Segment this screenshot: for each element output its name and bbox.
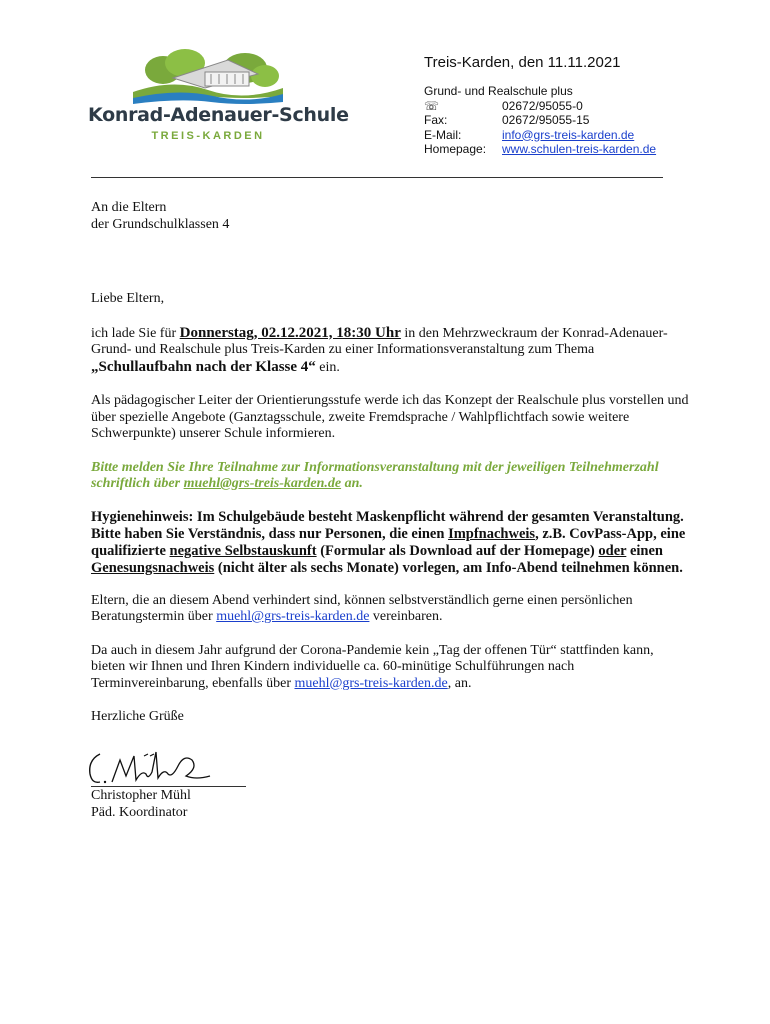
fax-number: 02672/95055-15 [502,113,590,127]
phone-row [424,99,656,114]
registration-email-link[interactable]: muehl@grs-treis-karden.de [183,476,342,491]
signature-line [91,786,246,787]
contact-block [424,84,656,157]
recipient-line-1: An die Eltern [91,200,167,215]
homepage-link[interactable]: www.schulen-treis-karden.de [502,142,657,156]
paragraph-tours: Da auch in diesem Jahr aufgrund der Corona-Pandemie kein „Tag der offenen Tür“ stattfinden kann, bieten wir Ihnen und Ihren Kindern individuelle ca. 60-minütige Schulführungen nach Terminvereinbarung, ebenfalls über muehl@grs-treis-karden.de, an. [91,642,654,691]
date-line: Treis-Karden, den 11.11.2021 [424,54,621,71]
signer-block [91,788,691,821]
fax-row [424,113,656,128]
paragraph-consultation: Eltern, die an diesem Abend verhindert sind, können selbstverständlich gerne einen persönlichen Beratungstermin über muehl@grs-treis-karden.de vereinbaren. [91,592,633,624]
event-topic: „Schullaufbahn nach der Klasse 4“ [91,358,316,375]
letter-body [91,200,691,726]
signer-name: Christopher Mühl [91,788,191,803]
school-building-logo-icon [133,48,283,104]
school-town: TREIS-KARDEN [151,130,265,142]
school-name: Konrad-Adenauer-Schule [88,104,349,126]
phone-icon: ☏ [424,98,440,113]
tours-email-link[interactable]: muehl@grs-treis-karden.de [294,675,448,691]
email-label: E-Mail: [424,127,462,142]
signer-role: Päd. Koordinator [91,804,188,820]
phone-number: 02672/95055-0 [502,98,583,113]
paragraph-registration: Bitte melden Sie Ihre Teilnahme zur Informationsveranstaltung mit der jeweiligen Teilnehmerzahl schriftlich über muehl@grs-treis-karden.de an. [91,459,659,491]
paragraph-concept: Als pädagogischer Leiter der Orientierungsstufe werde ich das Konzept der Realschule plus vorstellen und über spezielle Angebote (Ganztagsschule, zweite Fremdsprache / Wahlpflichtfach sowie weitere Schwerpunkte) unserer Schule informieren. [91,393,689,441]
school-type: Grund- und Realschule plus [424,84,573,98]
consultation-email-link[interactable]: muehl@grs-treis-karden.de [216,609,370,624]
salutation: Liebe Eltern, [91,291,165,306]
homepage-row [424,142,656,157]
fax-label: Fax: [424,113,448,127]
paragraph-hygiene: Hygienehinweis: Im Schulgebäude besteht Maskenpflicht während der gesamten Veranstaltung. Bitte haben Sie Verständnis, dass nur Personen, die einen Impfnachweis, z.B. CovPass-App, eine qualifizierte negative Selbstauskunft (Formular als Download auf der Homepage) oder einen Genesungsnachweis (nicht älter als sechs Monate) vorlegen, am Info-Abend teilnehmen können. [91,508,686,576]
email-row [424,128,656,143]
email-link[interactable]: info@grs-treis-karden.de [502,127,635,142]
header-divider [91,177,663,178]
homepage-label: Homepage: [424,142,487,156]
event-date: Donnerstag, 02.12.2021, 18:30 Uhr [179,324,401,341]
handwritten-signature-icon [86,746,216,788]
recipient-line-2: der Grundschulklassen 4 [91,216,230,232]
paragraph-invitation: ich lade Sie für Donnerstag, 02.12.2021, 18:30 Uhr in den Mehrzweckraum der Konrad-Adenauer-Grund- und Realschule plus Treis-Karden zu einer Informationsveranstaltung zum Thema „Schullaufbahn nach der Klasse 4“ ein. [91,324,668,375]
school-logo [88,48,349,143]
closing: Herzliche Grüße [91,709,184,724]
